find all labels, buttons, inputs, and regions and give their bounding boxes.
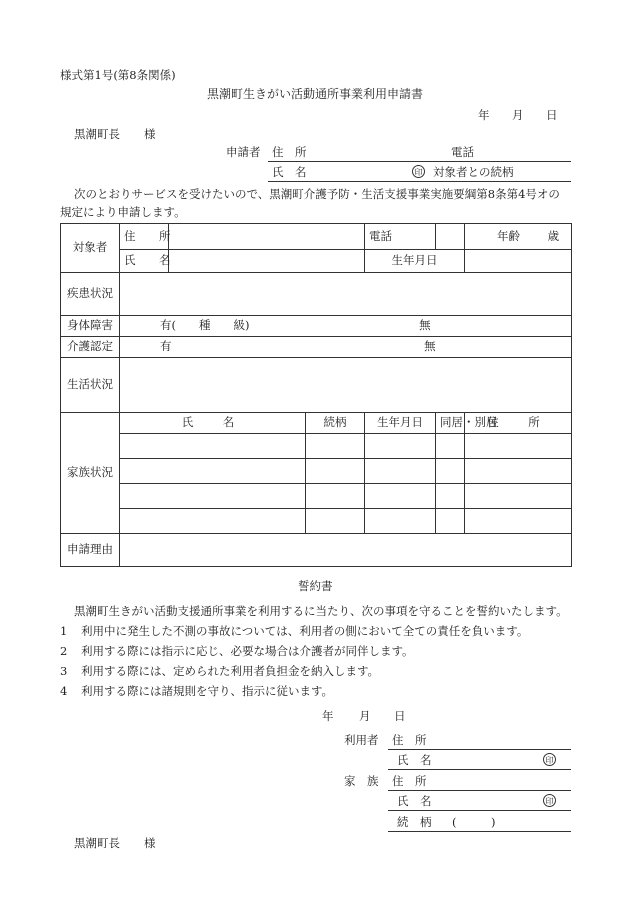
disability-value[interactable] — [120, 316, 572, 337]
subject-name-label: 氏 名 — [120, 250, 169, 273]
family-cohabit-cell[interactable] — [436, 459, 465, 484]
family-cohabit-cell[interactable] — [436, 434, 465, 459]
birth-label: 生年月日 — [365, 250, 465, 273]
addressee-honorific: 様 — [144, 127, 156, 141]
user-address-line — [388, 749, 571, 750]
user-address-label: 住 所 — [392, 733, 427, 747]
date-day: 日 — [546, 108, 558, 122]
form-number: 様式第1号(第8条関係) — [60, 68, 176, 82]
seal-icon: 印 — [543, 794, 556, 807]
application-table — [60, 223, 572, 567]
user-name-label: 氏 名 — [397, 753, 432, 767]
applicant-address-label: 住 所 — [272, 145, 307, 159]
disease-value[interactable] — [120, 273, 572, 316]
family-name-cell[interactable] — [120, 434, 306, 459]
family-address-cell[interactable] — [465, 484, 572, 509]
pledge-item-3 — [60, 666, 379, 678]
family-address-cell[interactable] — [465, 509, 572, 534]
table-row — [61, 434, 572, 459]
subject-address-label: 住 所 — [120, 224, 169, 250]
family-header-name: 氏 名 — [120, 413, 306, 434]
pledge-item-no: 4 — [60, 684, 68, 698]
family-cohabit-cell[interactable] — [436, 509, 465, 534]
family-header-relation: 続柄 — [306, 413, 365, 434]
subject-phone-label: 電話 — [365, 224, 436, 250]
care-label: 介護認定 — [61, 337, 120, 358]
disability-yes: 有( 種 級) — [160, 318, 250, 333]
family-label: 家族状況 — [61, 413, 120, 534]
pledge-item-no: 2 — [60, 644, 68, 658]
applicant-name-label: 氏 名 — [272, 165, 307, 179]
date-year: 年 — [478, 108, 490, 122]
disability-no: 無 — [419, 318, 431, 333]
family-name-label: 氏 名 — [397, 794, 432, 808]
page-title: 黒潮町生きがい活動通所事業利用申請書 — [207, 87, 424, 101]
user-name-line — [388, 769, 571, 770]
family-cohabit-cell[interactable] — [436, 484, 465, 509]
applicant-label: 申請者 — [226, 145, 261, 159]
user-label: 利用者 — [344, 733, 379, 747]
date-month: 月 — [512, 108, 524, 122]
birth-value[interactable] — [465, 250, 572, 273]
pledge-title: 誓約書 — [298, 579, 333, 593]
pledge-item-text: 利用する際には、定められた利用者負担金を納入します。 — [80, 664, 380, 678]
family-relation-label: 続 柄 — [397, 815, 432, 829]
addressee-name: 黒潮町長 — [74, 127, 120, 141]
subject-label: 対象者 — [61, 224, 120, 273]
seal-icon: 印 — [543, 753, 556, 766]
intro-line-1: 次のとおりサービスを受けたいので、黒潮町介護予防・生活支援事業実施要綱第8条第4号オの — [74, 187, 560, 201]
family-header-cohabit: 同居・別居 — [436, 413, 465, 434]
life-value[interactable] — [120, 358, 572, 413]
pledge-item-text: 利用中に発生した不測の事故については、利用者の側において全ての責任を負います。 — [80, 624, 529, 638]
family-relation-paren: ( ) — [452, 815, 496, 829]
subject-name-value[interactable] — [169, 250, 365, 273]
table-row — [61, 459, 572, 484]
family-name-cell[interactable] — [120, 484, 306, 509]
family-name-cell[interactable] — [120, 459, 306, 484]
pledge-item-4 — [60, 686, 333, 698]
family-header-birth: 生年月日 — [365, 413, 436, 434]
family-relation-line — [388, 831, 571, 832]
pledge-date-day: 日 — [394, 709, 406, 723]
family-name-line — [388, 810, 571, 811]
intro-line-2: 規定により申請します。 — [60, 205, 186, 219]
pledge-item-text: 利用する際には諸規則を守り、指示に従います。 — [80, 684, 334, 698]
applicant-phone-label: 電話 — [451, 145, 474, 159]
family-birth-cell[interactable] — [365, 509, 436, 534]
table-row — [61, 484, 572, 509]
pledge-item-text: 利用する際には指示に応じ、必要な場合は介護者が同伴します。 — [80, 644, 414, 658]
family-relation-cell[interactable] — [306, 459, 365, 484]
age-label: 年齢 — [497, 228, 520, 243]
table-row — [61, 509, 572, 534]
applicant-relation-label: 対象者との続柄 — [433, 165, 514, 179]
care-yes: 有 — [160, 339, 172, 354]
family-address-cell[interactable] — [465, 434, 572, 459]
age-unit: 歳 — [547, 228, 560, 243]
family-sig-label: 家 族 — [344, 774, 379, 788]
family-address-cell[interactable] — [465, 459, 572, 484]
life-label: 生活状況 — [61, 358, 120, 413]
family-address-label: 住 所 — [392, 774, 427, 788]
pledge-item-1 — [60, 626, 528, 638]
family-relation-cell[interactable] — [306, 509, 365, 534]
footer-addressee-honorific: 様 — [144, 836, 156, 850]
disability-label: 身体障害 — [61, 316, 120, 337]
family-relation-cell[interactable] — [306, 484, 365, 509]
family-address-line — [388, 790, 571, 791]
applicant-name-line — [268, 181, 571, 182]
family-birth-cell[interactable] — [365, 484, 436, 509]
pledge-date-month: 月 — [359, 709, 371, 723]
subject-phone-value[interactable] — [436, 224, 465, 250]
care-value[interactable] — [120, 337, 572, 358]
family-header-address: 住 所 — [465, 413, 572, 434]
footer-addressee-name: 黒潮町長 — [74, 836, 120, 850]
applicant-address-line — [268, 161, 571, 162]
reason-value[interactable] — [120, 534, 572, 567]
family-relation-cell[interactable] — [306, 434, 365, 459]
disease-label: 疾患状況 — [61, 273, 120, 316]
subject-address-value[interactable] — [169, 224, 365, 250]
seal-icon: 印 — [412, 165, 425, 178]
family-birth-cell[interactable] — [365, 434, 436, 459]
reason-label: 申請理由 — [61, 534, 120, 567]
pledge-item-2 — [60, 646, 414, 658]
family-birth-cell[interactable] — [365, 459, 436, 484]
pledge-item-no: 3 — [60, 664, 68, 678]
subject-age-cell[interactable] — [465, 224, 572, 250]
family-name-cell[interactable] — [120, 509, 306, 534]
pledge-intro: 黒潮町生きがい活動支援通所事業を利用するに当たり、次の事項を守ることを誓約いたします。 — [74, 604, 568, 618]
pledge-item-no: 1 — [60, 624, 68, 638]
care-no: 無 — [424, 339, 436, 354]
pledge-date-year: 年 — [322, 709, 334, 723]
